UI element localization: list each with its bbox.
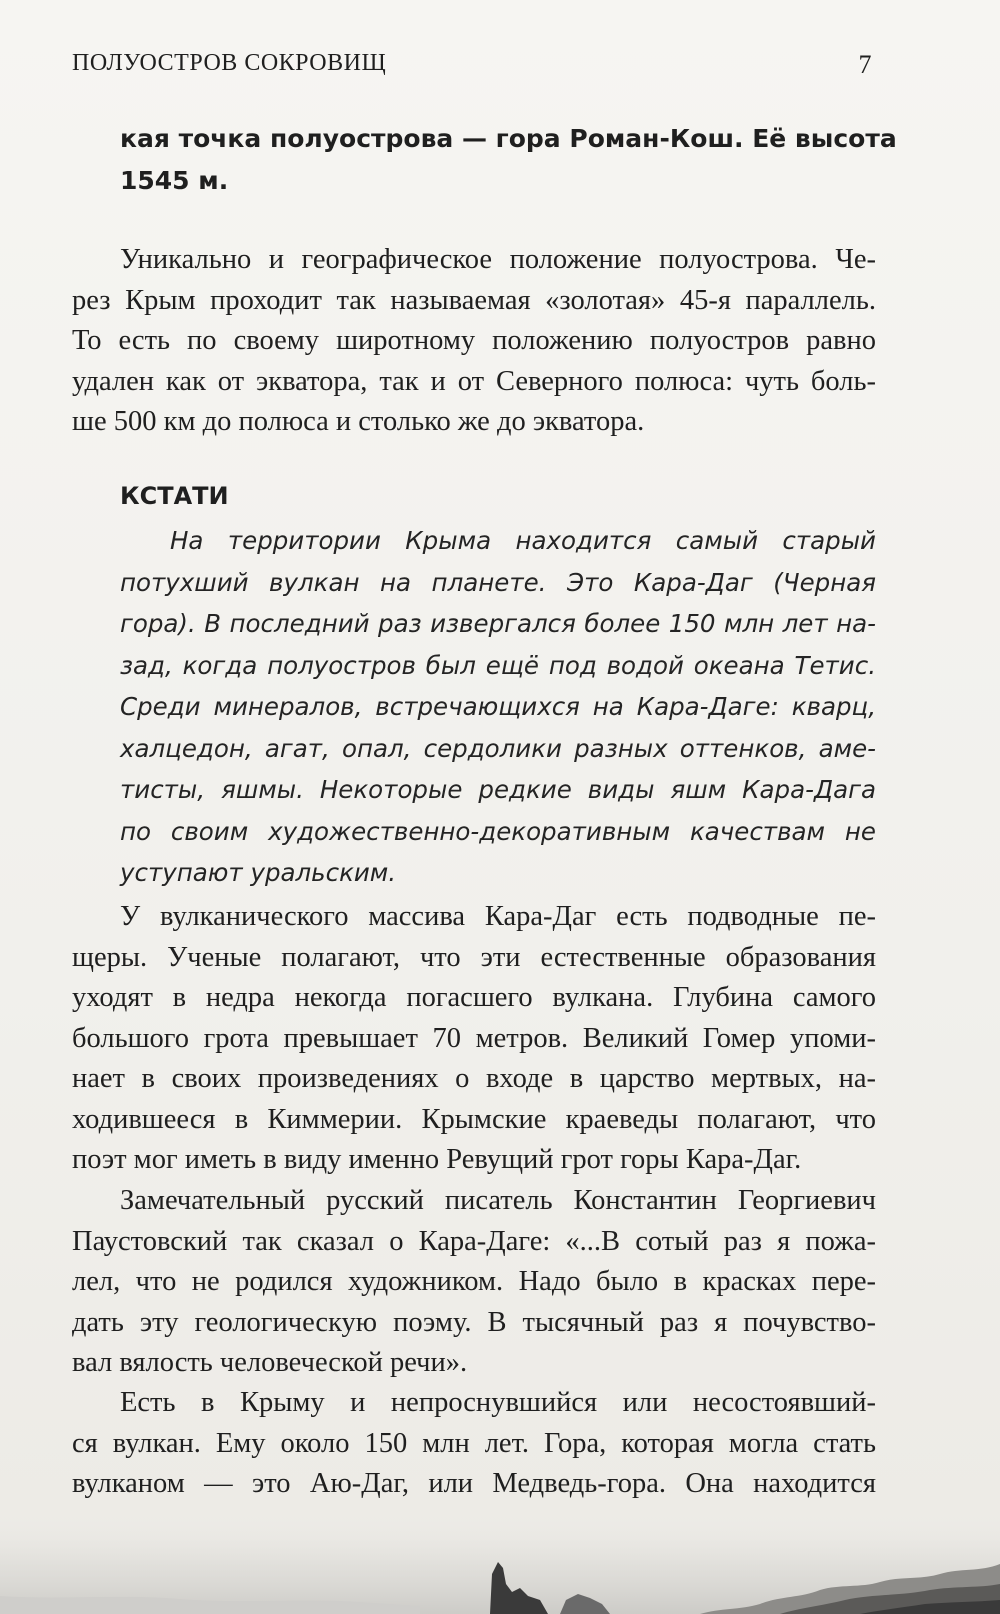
text-line: ше 500 км до полюса и столько же до экватора. [72, 406, 645, 437]
text-line: потухший вулкан на планете. Это Кара-Даг (Черная [120, 567, 876, 597]
text-line: поэт мог иметь в виду именно Ревущий грот горы Кара-Даг. [72, 1144, 802, 1175]
text-line: зад, когда полуостров был ещё под водой океана Тетис. [120, 650, 876, 680]
kstati-sidebar-text [120, 520, 876, 894]
paragraph-ayudag [72, 1383, 876, 1505]
paragraph-karadag-caves [72, 897, 876, 1181]
text-line: удален как от экватора, так и от Северного полюса: чуть боль- [72, 365, 876, 397]
text-line: уходят в недра некогда погасшего вулкана. Глубина самого [72, 982, 876, 1013]
text-line: То есть по своему широтному положению полуостров равно [72, 325, 876, 356]
page-number: 7 [858, 50, 872, 79]
text-line: рез Крым проходит так называемая «золотая» 45-я параллель. [72, 284, 876, 316]
text-line: дать эту геологическую поэму. В тысячный раз я почувство- [72, 1306, 876, 1338]
text-line: тисты, яшмы. Некоторые редкие виды яшм Кара-Дага [120, 775, 876, 804]
text-line: Паустовский так сказал о Кара-Даге: «...В сотый раз я пожа- [72, 1225, 876, 1257]
text-line: нает в своих произведениях о входе в царство мертвых, на- [72, 1063, 876, 1094]
text-line: 1545 м. [120, 166, 229, 195]
text-line: по своим художественно-декоративным качествам не [120, 816, 876, 846]
text-line: Среди минералов, встречающихся на Кара-Даге: кварц, [120, 692, 876, 721]
text-line: вулканом — это Аю-Даг, или Медведь-гора. Она находится [72, 1468, 876, 1499]
text-line: уступают уральским. [120, 858, 397, 887]
paragraph-geography [72, 240, 876, 443]
paragraph-paustovsky [72, 1181, 876, 1384]
running-header [72, 50, 872, 90]
text-line: кая точка полуострова — гора Роман-Кош. Её высота [120, 124, 897, 153]
text-line: лел, что не родился художником. Надо было в красках пере- [72, 1266, 876, 1297]
text-line: Уникально и географическое положение полуострова. Че- [120, 244, 876, 275]
text-line: ходившееся в Киммерии. Крымские краеведы полагают, что [72, 1103, 876, 1135]
text-line: щеры. Ученые полагают, что эти естественные образования [72, 941, 876, 973]
bold-intro-text [120, 118, 897, 202]
text-line: ся вулкан. Ему около 150 млн лет. Гора, которая могла стать [72, 1427, 876, 1459]
text-line: халцедон, агат, опал, сердолики разных оттенков, аме- [120, 733, 876, 763]
text-line: вал вялость человеческой речи». [72, 1347, 468, 1378]
text-line: гора). В последний раз извергался более 150 млн лет на- [120, 609, 876, 638]
text-line: У вулканического массива Кара-Даг есть подводные пе- [120, 901, 876, 932]
landscape-photo-fragment-icon [0, 1504, 1000, 1614]
text-line: большого грота превышает 70 метров. Великий Гомер упоми- [72, 1022, 876, 1054]
text-line: На территории Крыма находится самый старый [170, 526, 876, 555]
text-line: Замечательный русский писатель Константин Георгиевич [120, 1185, 876, 1216]
kstati-heading: КСТАТИ [120, 482, 229, 510]
running-title: ПОЛУОСТРОВ СОКРОВИЩ [72, 50, 387, 76]
text-line: Есть в Крыму и непроснувшийся или несостоявший- [120, 1387, 876, 1418]
